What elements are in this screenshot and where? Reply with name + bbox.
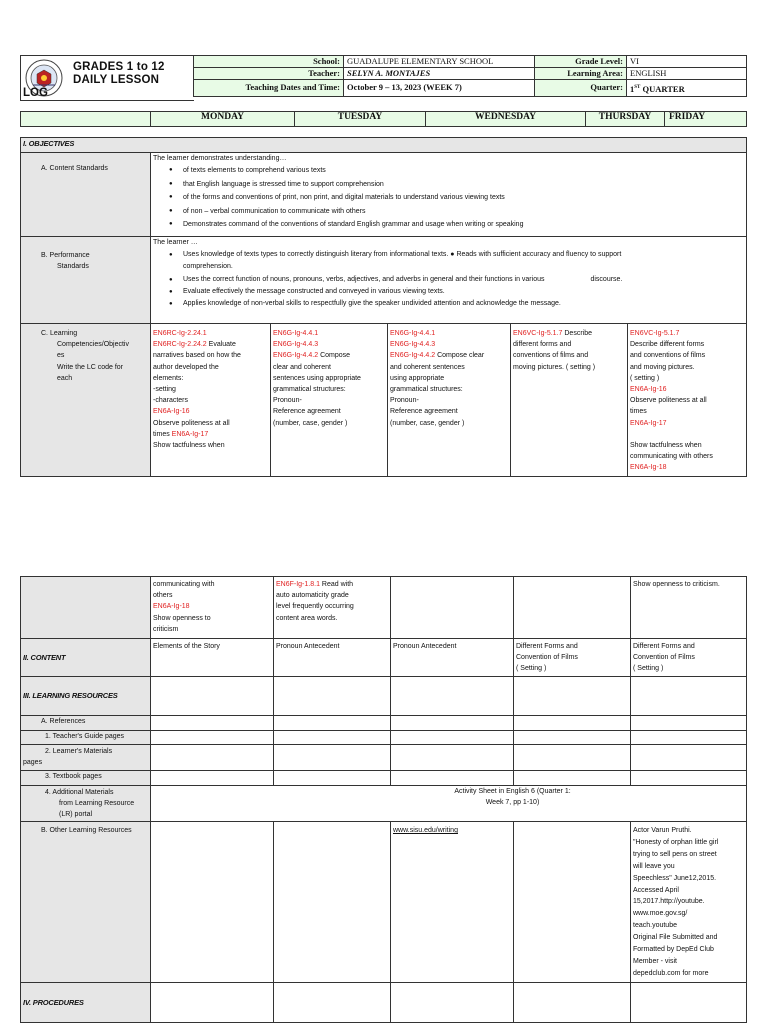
am-label-1: 4. Additional Materials [45,789,114,796]
competency-text: Show tactfulness when [153,442,225,450]
competency-text: Reference agreement [273,408,341,416]
comp-label-2: Competencies/Objectiv [57,341,129,349]
content-text: Different Forms and [516,643,578,650]
quarter-num: 1 [630,84,635,95]
lc-code: EN6F-Ig-1.8.1 [276,581,320,588]
thursday-content [514,639,631,677]
competency-text: ( setting ) [630,374,660,382]
content-standards-label [21,153,151,237]
competency-text: Compose clear [435,352,485,360]
day-monday: MONDAY [151,112,295,127]
competency-text: communicating with others [630,453,713,461]
competency-text: Pronoun- [390,397,419,405]
friday-other-resources [631,822,747,983]
competency-line [273,350,385,361]
lc-code: EN6VC-Ig-5.1.7 [630,330,680,337]
day-header-row [20,111,747,127]
lc-code: EN6A-Ig-16 [153,408,190,416]
monday-continued [151,577,274,639]
title-line-2: DAILY LESSON [73,74,160,86]
competency-text: using appropriate [390,374,445,382]
list-item: ● that English language is stressed time to support comprehension [153,178,744,192]
competency-text: Show openness to [153,614,211,622]
competency-line [153,429,268,440]
perf-item-1b: comprehension. [183,263,233,271]
competency-text: sentences using appropriate [273,374,361,382]
wednesday-competencies [388,324,511,477]
am-value-1: Activity Sheet in English 6 (Quarter 1: [454,788,571,795]
friday-content [631,639,747,677]
lc-code: EN6G-Ig-4.4.1 [390,330,436,337]
competency-text: elements: [153,374,184,382]
dates-value: October 9 – 13, 2023 (WEEK 7) [344,80,535,97]
content-standards-list [153,164,744,232]
competency-text: moving pictures. ( setting ) [513,363,596,371]
competency-text: and coherent sentences [390,363,465,371]
content-standards-cell [151,153,747,237]
teacher-value: SELYN A. MONTAJES [344,68,535,80]
objectives-table [20,137,747,477]
quarter-text: QUARTER [640,84,685,95]
competency-text: Observe politeness at all [630,397,707,405]
tuesday-content: Pronoun Antecedent [274,639,391,677]
resource-text: Speechless" June12,2015. [633,874,717,882]
resource-link[interactable]: www.sisu.edu/writing [393,827,458,834]
competency-text: Read with [319,581,354,588]
competency-text: content area words. [276,614,338,622]
list-item: ● Applies knowledge of non-verbal skills to respectfully give the speaker undivided attention and acknowledge the message. [153,298,744,310]
list-item: ● Evaluate effectively the message constructed and conveyed in various viewing texts. [153,286,744,298]
competency-text: times [153,430,172,438]
lc-code: EN6G-Ig-4.4.1 [273,330,319,337]
dates-label: Teaching Dates and Time: [194,80,344,97]
teachers-guide-label: 1. Teacher's Guide pages [21,731,151,745]
objectives-heading: I. OBJECTIVES [21,138,747,153]
competency-text: grammatical structures: [273,386,346,394]
competency-text: level frequently occurring [276,603,354,611]
perf-item-2b: discourse. [590,275,623,283]
resource-text: www.moe.gov.sg/ [633,910,688,918]
competency-text: and conventions of films [630,352,706,360]
competency-line [153,339,268,350]
friday-continued [631,577,747,639]
lc-code: EN6G-Ig-4.4.2 [390,352,436,360]
quarter-label: Quarter: [535,80,627,97]
lc-code: EN6VC-Ig-5.1.7 [513,330,563,337]
resource-text: Original File Submitted and [633,934,718,942]
content-text: ( Setting ) [516,665,547,673]
resource-text: teach.youtube [633,922,677,930]
competency-line [390,350,508,361]
thursday-competencies [511,324,628,477]
perf-item-1a: Uses knowledge of texts types to correctly distinguish literary from informational texts. ● Reads with sufficient accuracy and fluency to support [183,251,622,259]
competency-text: Describe different forms [630,341,705,349]
content-text: Convention of Films [633,654,695,662]
lc-code: EN6A-Ig-18 [630,464,667,472]
am-value-2: Week 7, pp 1-10) [485,799,540,807]
competency-text: author developed the [153,363,219,371]
perf-label-1: B. Performance [41,252,90,259]
learning-area-value: ENGLISH [627,68,747,80]
teacher-label: Teacher: [194,68,344,80]
day-tuesday: TUESDAY [295,112,426,127]
monday-competencies [151,324,271,477]
day-thursday: THURSDAY [586,112,665,127]
lc-code: EN6G-Ig-4.4.2 [273,352,319,360]
content-text: ( Setting ) [633,665,664,673]
lc-code: EN6A-Ig-17 [171,430,209,438]
am-label-3: (LR) portal [59,811,93,819]
list-item: ● Demonstrates command of the conventions of standard English grammar and usage when writing or speaking [153,218,744,232]
other-resources-label: B. Other Learning Resources [21,822,151,983]
list-item: ● of the forms and conventions of print, non print, and digital materials to understand various viewing texts [153,191,744,205]
wednesday-other-resources [391,822,514,983]
competency-text: (number, case, gender ) [390,419,465,427]
competency-text: Pronoun- [273,397,302,405]
tuesday-continued [274,577,391,639]
learning-resources-heading: III. LEARNING RESOURCES [21,677,151,716]
school-label: School: [194,56,344,68]
competency-text: different forms and [513,341,572,349]
lc-code: EN6RC-Ig-2.24.2 [153,341,207,349]
title-line-1: GRADES 1 to 12 [73,61,165,73]
competency-text: -setting [153,386,176,394]
competency-text: Observe politeness at all [153,419,230,427]
competency-line [513,328,625,339]
lc-code: EN6A-Ig-17 [630,419,667,427]
quarter-sup: ST [634,85,641,91]
resource-text: will leave you [633,862,675,870]
performance-standards-list [153,249,744,310]
competency-text: times [630,408,647,416]
lm-label-1: 2. Learner's Materials [45,748,113,755]
list-item: ● of texts elements to comprehend various texts [153,164,744,178]
day-wednesday: WEDNESDAY [426,112,586,127]
references-label: A. References [21,716,151,731]
header-table [193,55,747,97]
lc-code: EN6A-Ig-16 [630,386,667,394]
content-text: Convention of Films [516,654,578,662]
competency-text: (number, case, gender ) [273,419,348,427]
grade-level-label: Grade Level: [535,56,627,68]
page-title [73,61,165,87]
competency-text: Evaluate [206,341,236,349]
competency-text: Compose [318,352,351,360]
list-item [153,274,744,286]
content-text: Different Forms and [633,643,695,650]
additional-materials-label [21,786,151,822]
day-friday: FRIDAY [665,112,747,127]
textbook-pages-label: 3. Textbook pages [21,771,151,786]
title-line-3: LOG [23,87,48,99]
quarter-value [627,80,747,97]
lc-code: EN6RC-Ig-2.24.1 [153,330,207,337]
competency-text: narratives based on how the [153,352,241,360]
tuesday-competencies [271,324,388,477]
competency-text: others [153,592,173,600]
learners-materials-label [21,745,151,771]
resource-text: depedclub.com for more [633,969,709,977]
list-item: ● of non – verbal communication to communicate with others [153,205,744,219]
competencies-label [21,324,151,477]
competency-text: grammatical structures: [390,386,463,394]
lc-code: EN6A-Ig-18 [153,603,190,611]
competency-text: Describe [562,330,592,337]
resource-text: trying to sell pens on street [633,850,717,858]
wednesday-content: Pronoun Antecedent [391,639,514,677]
resource-text: Accessed April [633,886,679,894]
resource-text: 15,2017.http://youtube. [633,898,705,906]
comp-label-4: Write the LC code for [57,363,124,371]
competency-text: communicating with [153,581,215,588]
competency-text: auto automaticity grade [276,592,349,600]
learning-area-label: Learning Area: [535,68,627,80]
header-block [20,55,747,101]
lc-code: EN6G-Ig-4.4.3 [273,341,319,349]
competency-text: clear and coherent [273,363,331,371]
competency-text: criticism [153,625,179,633]
resource-text: "Honesty of orphan little girl [633,838,719,846]
procedures-heading: IV. PROCEDURES [21,983,151,1023]
competency-text: conventions of films and [513,352,589,360]
performance-standards-label [21,237,151,324]
lc-code: EN6G-Ig-4.4.3 [390,341,436,349]
performance-standards-cell [151,237,747,324]
content-heading: II. CONTENT [21,639,151,677]
resource-text: Actor Varun Pruthi. [633,827,692,834]
school-value: GUADALUPE ELEMENTARY SCHOOL [344,56,535,68]
am-label-2: from Learning Resource [59,800,135,808]
grade-level-value: VI [627,56,747,68]
perf-intro: The learner … [153,239,198,246]
monday-content: Elements of the Story [151,639,274,677]
competency-text: -characters [153,397,189,405]
comp-label-3: es [57,352,65,360]
perf-item-2a: Uses the correct function of nouns, pronouns, verbs, adjectives, and adverbs in general and their functions in various [183,275,545,283]
competency-text: Show openness to criticism. [633,581,720,588]
competency-line [276,579,388,590]
resource-text: Formatted by DepEd Club [633,946,714,954]
comp-label-1: C. Learning [41,330,78,337]
content-standards-intro: The learner demonstrates understanding… [153,155,287,162]
friday-competencies [628,324,747,477]
comp-label-5: each [57,374,73,382]
lesson-table-page-2 [20,576,747,1023]
list-item [153,249,744,273]
title-box [20,55,194,101]
perf-label-2: Standards [57,263,89,271]
additional-materials-value [151,786,747,822]
competency-text: Show tactfulness when [630,441,702,449]
competency-text: Reference agreement [390,408,458,416]
content-standards-label-text: A. Content Standards [41,165,108,172]
lm-label-2: pages [23,759,43,767]
resource-text: Member - visit [633,957,677,965]
competency-text: and moving pictures. [630,363,695,371]
